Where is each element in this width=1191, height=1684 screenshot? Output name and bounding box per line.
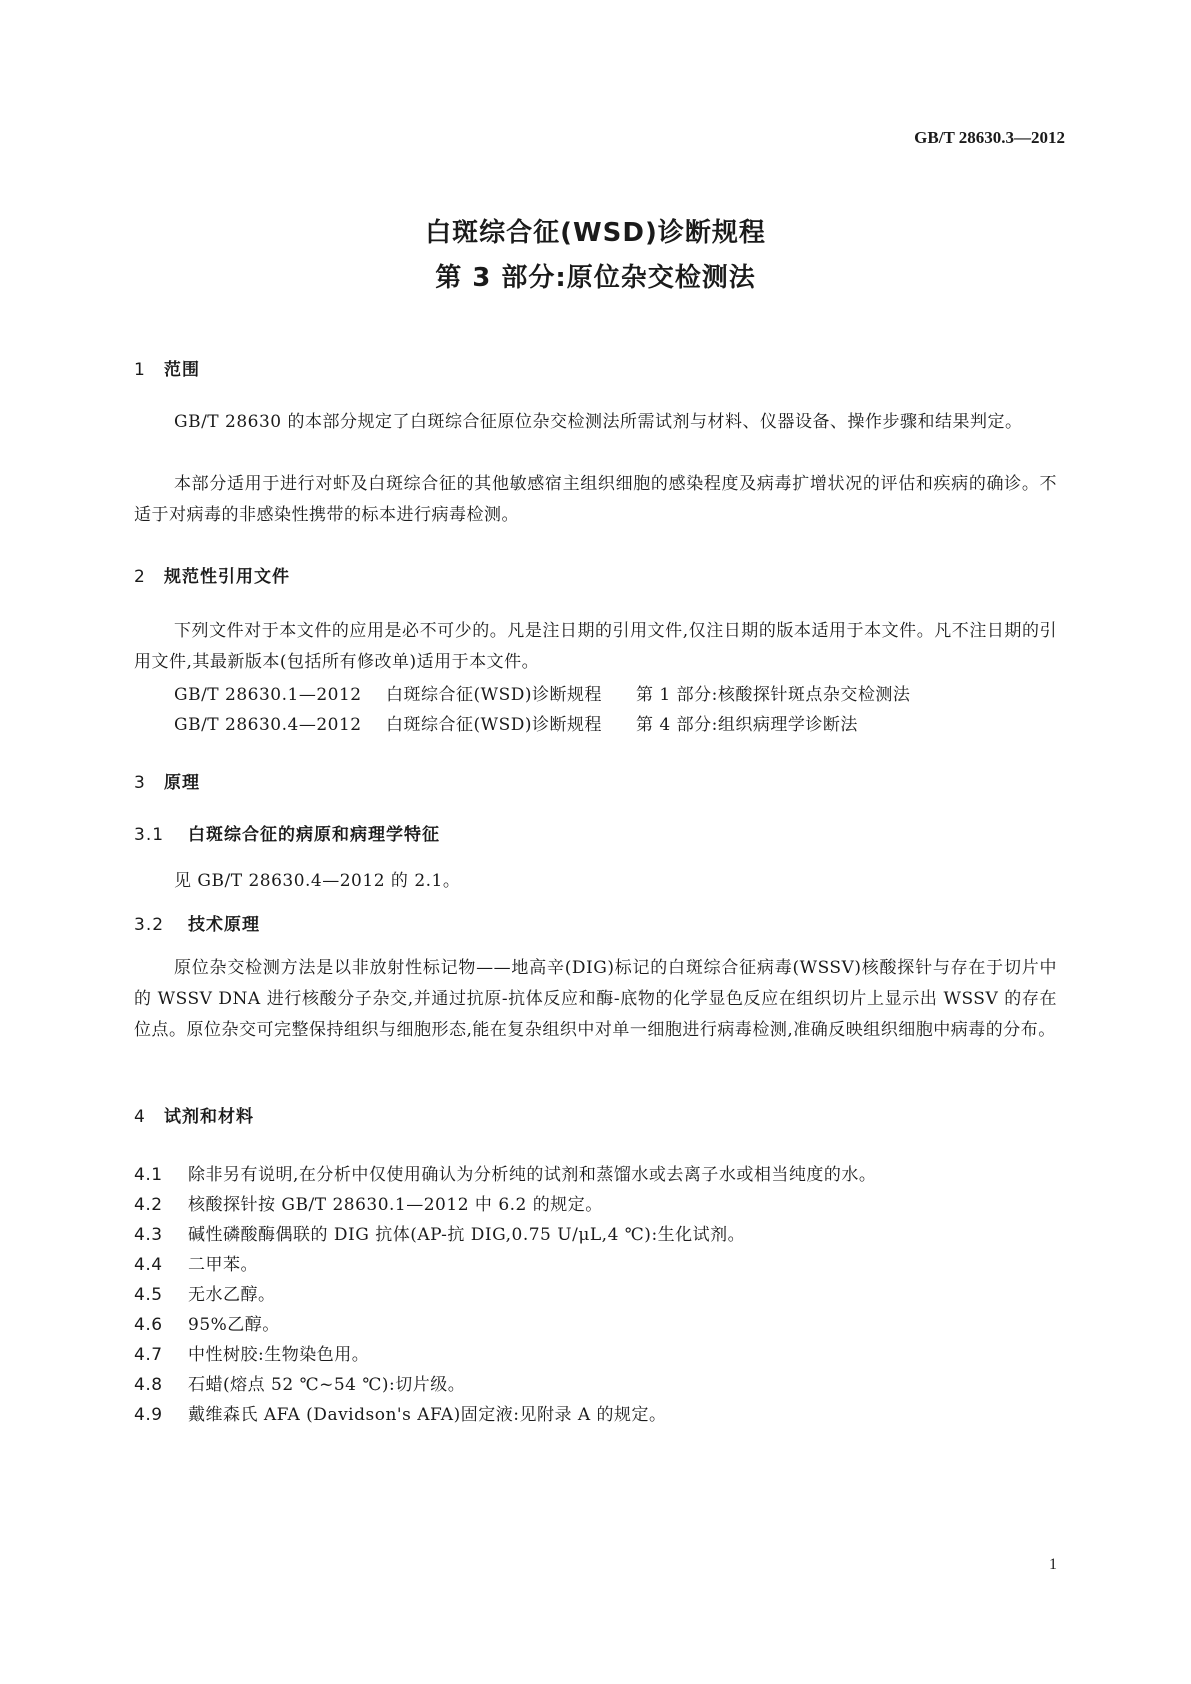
section-title: 范围 [164,360,200,380]
section-number: 3 [134,773,146,793]
reference-part: 第 1 部分:核酸探针斑点杂交检测法 [636,685,911,705]
list-item [134,1340,369,1365]
section-number: 2 [134,567,146,587]
reference-part: 第 4 部分:组织病理学诊断法 [636,715,858,735]
section-number: 4 [134,1107,146,1127]
reference-code: GB/T 28630.1—2012 [174,685,362,705]
reference-title: 白斑综合征(WSD)诊断规程 [386,715,603,735]
subsection-number: 3.1 [134,825,165,845]
section-title: 规范性引用文件 [164,567,290,587]
item-text: 戴维森氏 AFA (Davidson's AFA)固定液:见附录 A 的规定。 [188,1405,667,1425]
page-number: 1 [1049,1556,1057,1573]
item-number: 4.3 [134,1225,163,1245]
section-title: 原理 [164,773,200,793]
section-3-1-text: 见 GB/T 28630.4—2012 的 2.1。 [174,871,461,891]
item-number: 4.7 [134,1345,163,1365]
section-4-heading [134,1102,254,1127]
section-3-2-heading [134,910,260,935]
subsection-number: 3.2 [134,915,165,935]
list-item [134,1190,603,1215]
list-item [134,1280,276,1305]
item-text: 除非另有说明,在分析中仅使用确认为分析纯的试剂和蒸馏水或去离子水或相当纯度的水。 [188,1165,877,1185]
item-number: 4.8 [134,1375,163,1395]
item-number: 4.2 [134,1195,163,1215]
reference-code: GB/T 28630.4—2012 [174,715,362,735]
document-subtitle: 第 3 部分:原位杂交检测法 [435,263,756,293]
section-1-paragraph-1: GB/T 28630 的本部分规定了白斑综合征原位杂交检测法所需试剂与材料、仪器设备、操作步骤和结果判定。 [174,412,1023,432]
list-item [134,1400,667,1425]
section-title: 试剂和材料 [164,1107,254,1127]
item-text: 无水乙醇。 [188,1285,276,1305]
item-number: 4.9 [134,1405,163,1425]
item-text: 中性树胶:生物染色用。 [188,1345,370,1365]
item-text: 碱性磷酸酶偶联的 DIG 抗体(AP-抗 DIG,0.75 U/μL,4 ℃):生化试剂。 [188,1225,746,1245]
item-text: 核酸探针按 GB/T 28630.1—2012 中 6.2 的规定。 [188,1195,603,1215]
list-item [134,1250,258,1275]
reference-2 [174,710,858,735]
list-item [134,1160,876,1185]
subsection-title: 白斑综合征的病原和病理学特征 [188,825,440,845]
reference-title: 白斑综合征(WSD)诊断规程 [386,685,603,705]
subsection-title: 技术原理 [188,915,260,935]
item-text: 95%乙醇。 [188,1315,280,1335]
section-3-heading [134,768,200,793]
reference-1 [174,680,910,705]
list-item [134,1370,465,1395]
item-number: 4.4 [134,1255,163,1275]
section-3-1-heading [134,820,440,845]
item-number: 4.1 [134,1165,163,1185]
list-item [134,1310,280,1335]
document-title: 白斑综合征(WSD)诊断规程 [425,218,766,248]
list-item [134,1220,745,1245]
item-text: 石蜡(熔点 52 ℃~54 ℃):切片级。 [188,1375,466,1395]
section-2-paragraph: 下列文件对于本文件的应用是必不可少的。凡是注日期的引用文件,仅注日期的版本适用于本文件。凡不注日期的引用文件,其最新版本(包括所有修改单)适用于本文件。 [134,621,1057,672]
item-number: 4.5 [134,1285,163,1305]
item-text: 二甲苯。 [188,1255,258,1275]
section-3-2-paragraph: 原位杂交检测方法是以非放射性标记物——地高辛(DIG)标记的白斑综合征病毒(WSSV)核酸探针与存在于切片中的 WSSV DNA 进行核酸分子杂交,并通过抗原-抗体反应和酶-底物的化学显色反应在组织切片上显示出 WSSV 的存在位点。原位杂交可完整保持组织与细胞形态,能在复杂组织中对单一细胞进行病毒检测,准确反映组织细胞中病毒的分布。 [134,958,1057,1040]
section-2-heading [134,562,290,587]
section-1-heading [134,355,200,380]
section-1-paragraph-2: 本部分适用于进行对虾及白斑综合征的其他敏感宿主组织细胞的感染程度及病毒扩增状况的评估和疾病的确诊。不适于对病毒的非感染性携带的标本进行病毒检测。 [134,474,1057,525]
item-number: 4.6 [134,1315,163,1335]
standard-number: GB/T 28630.3—2012 [914,128,1065,147]
section-number: 1 [134,360,146,380]
